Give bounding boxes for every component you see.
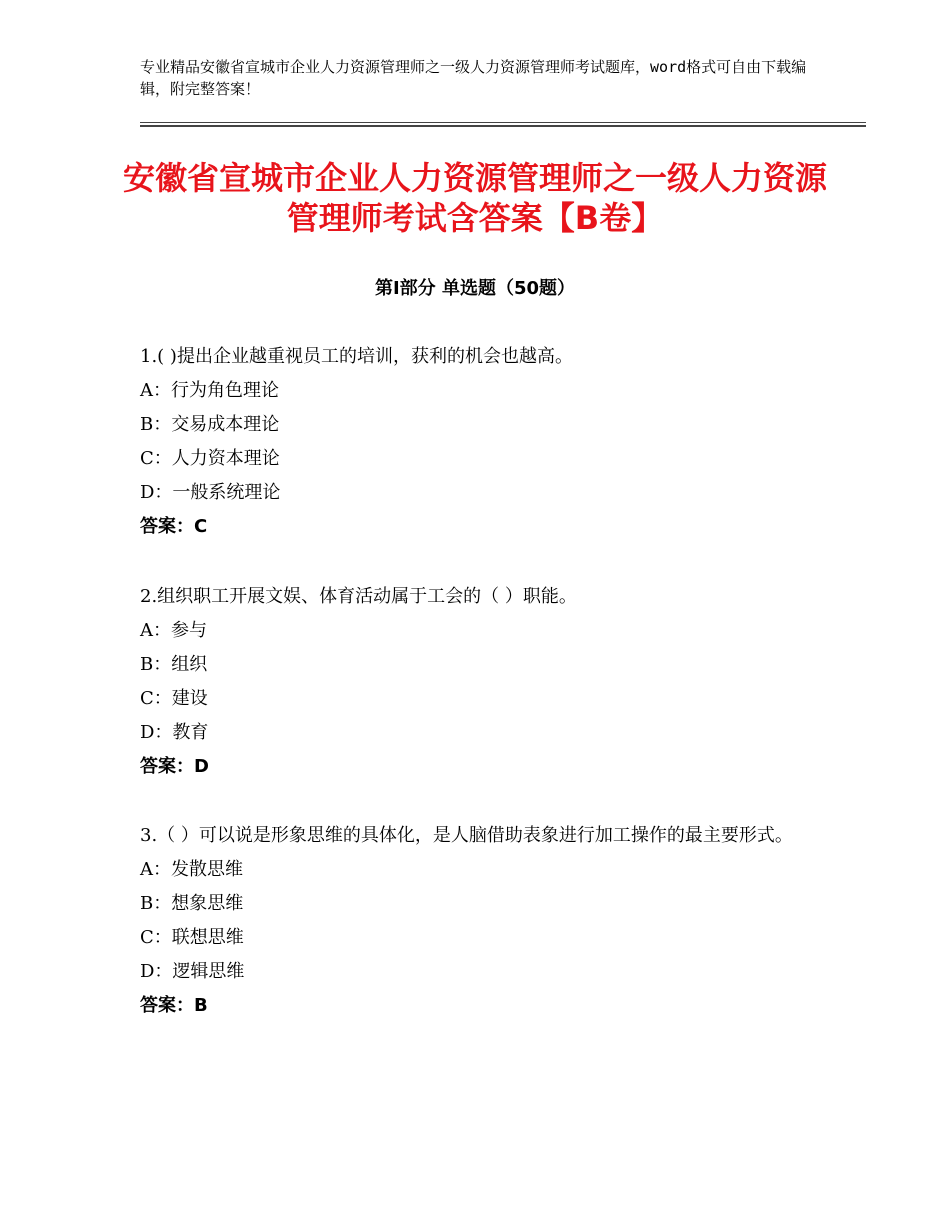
option-c: C：建设 xyxy=(140,688,208,709)
header-note: 专业精品安徽省宣城市企业人力资源管理师之一级人力资源管理师考试题库，word格式可自由下载编辑，附完整答案！ xyxy=(140,58,807,98)
option-b: B：组织 xyxy=(140,654,208,675)
option-a: A：参与 xyxy=(140,620,207,641)
option-c: C：联想思维 xyxy=(140,927,244,948)
question-stem: 2.组织职工开展文娱、体育活动属于工会的（ ）职能。 xyxy=(140,586,577,607)
section-title: 第Ⅰ部分 单选题（50题） xyxy=(374,278,575,299)
question-stem: 3.（ ）可以说是形象思维的具体化，是人脑借助表象进行加工操作的最主要形式。 xyxy=(140,825,793,846)
option-d: D：逻辑思维 xyxy=(140,961,245,982)
question-1 xyxy=(140,340,820,544)
answer: 答案：C xyxy=(140,516,208,537)
option-d: D：一般系统理论 xyxy=(140,482,281,503)
option-c: C：人力资本理论 xyxy=(140,448,280,469)
answer: 答案：D xyxy=(140,756,209,777)
option-a: A：行为角色理论 xyxy=(140,380,279,401)
option-b: B：想象思维 xyxy=(140,893,244,914)
header-divider-thick xyxy=(140,125,866,127)
document-title: 安徽省宣城市企业人力资源管理师之一级人力资源管理师考试含答案【B卷】 xyxy=(122,159,827,237)
question-2 xyxy=(140,580,820,784)
header-divider-thin xyxy=(140,122,866,123)
option-d: D：教育 xyxy=(140,722,209,743)
option-b: B：交易成本理论 xyxy=(140,414,280,435)
question-3 xyxy=(140,819,820,1023)
question-stem: 1.( )提出企业越重视员工的培训，获利的机会也越高。 xyxy=(140,346,573,367)
answer: 答案：B xyxy=(140,995,208,1016)
option-a: A：发散思维 xyxy=(140,859,243,880)
